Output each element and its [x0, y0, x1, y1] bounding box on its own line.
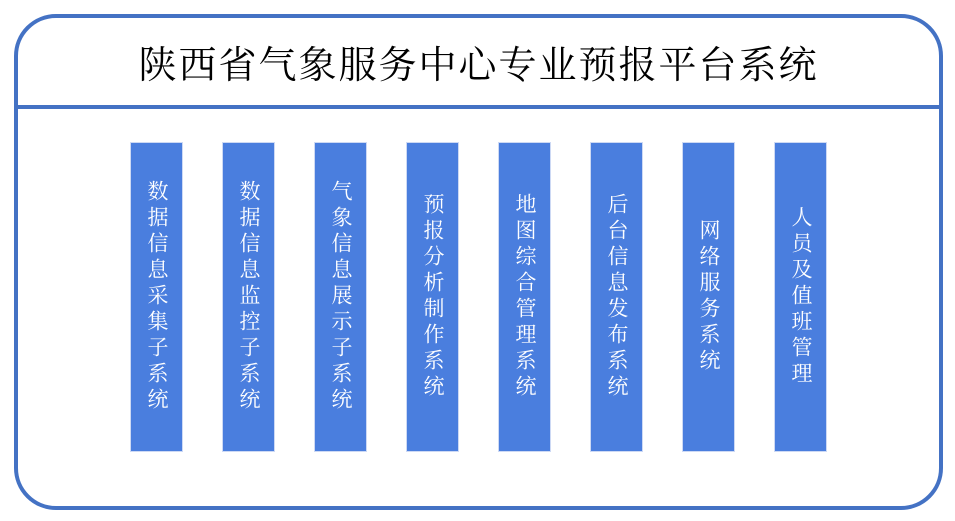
subsystem-bar-data-collection: [130, 142, 183, 452]
outer-frame: [14, 14, 943, 510]
subsystem-label: 后台信息发布系统: [605, 193, 629, 401]
subsystem-label: 预报分析制作系统: [421, 193, 445, 401]
subsystem-bar-network-service: [682, 142, 735, 452]
subsystem-label: 气象信息展示子系统: [329, 180, 353, 414]
subsystem-label: 地图综合管理系统: [513, 193, 537, 401]
subsystem-label: 人员及值班管理: [789, 206, 813, 388]
subsystem-bar-weather-info-display: [314, 142, 367, 452]
subsystem-row: [18, 142, 939, 452]
subsystem-bar-backend-publishing: [590, 142, 643, 452]
subsystem-label: 数据信息监控子系统: [237, 180, 261, 414]
title-bar: [18, 18, 939, 109]
diagram-title: 陕西省气象服务中心专业预报平台系统: [138, 45, 819, 87]
subsystem-label: 数据信息采集子系统: [145, 180, 169, 414]
subsystem-bar-map-management: [498, 142, 551, 452]
subsystem-bar-personnel-duty: [774, 142, 827, 452]
subsystem-label: 网络服务系统: [697, 219, 721, 375]
subsystem-bar-data-monitoring: [222, 142, 275, 452]
subsystem-bar-forecast-analysis: [406, 142, 459, 452]
